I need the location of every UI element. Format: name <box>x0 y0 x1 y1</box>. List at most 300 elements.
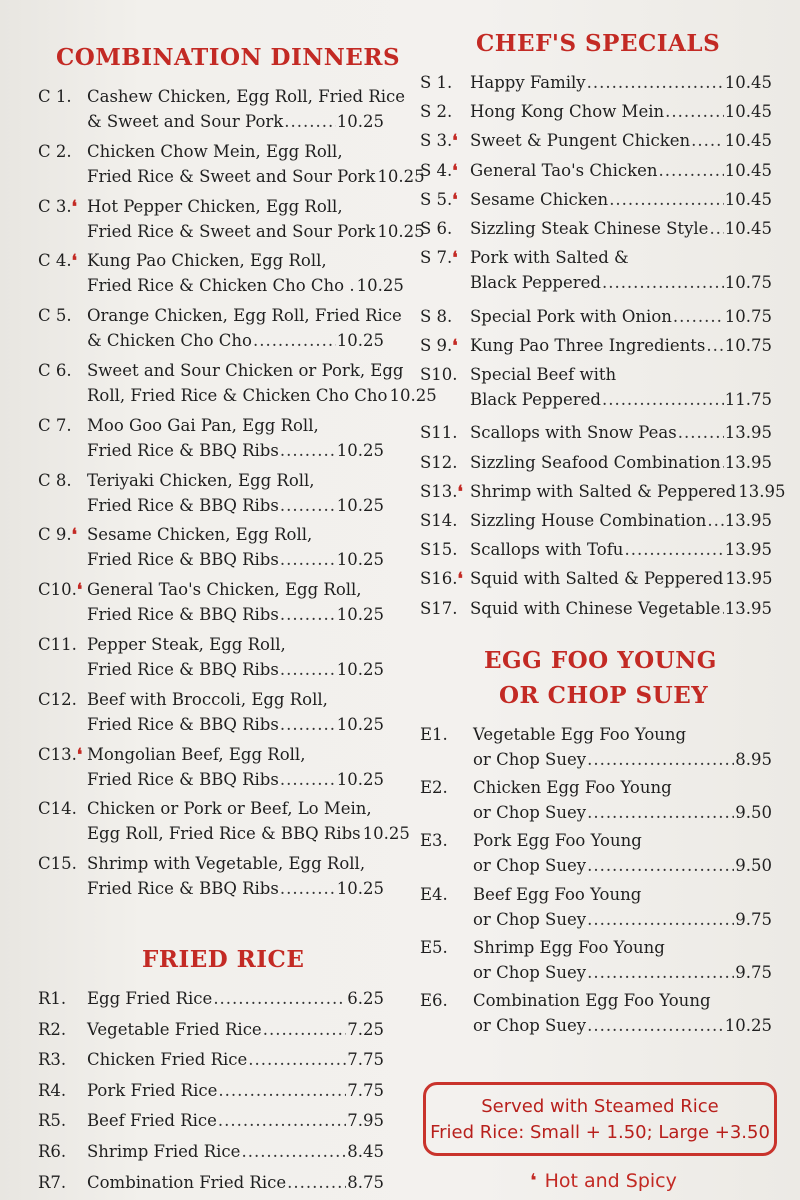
item-line <box>87 796 384 821</box>
item-description <box>470 508 772 533</box>
item-code-label: S 2. <box>420 102 453 122</box>
item-name-text: Fried Rice & BBQ Ribs <box>87 605 279 625</box>
item-line <box>87 219 425 244</box>
item-description <box>87 1078 384 1103</box>
item-name-text: Pork with Salted & <box>470 248 629 268</box>
item-line <box>87 821 410 846</box>
chefs-specials-heading: CHEF'S SPECIALS <box>476 30 721 57</box>
chop-suey-heading: OR CHOP SUEY <box>499 682 709 709</box>
item-name-text: or Chop Suey <box>473 750 587 769</box>
item-line <box>470 216 772 241</box>
item-code <box>38 796 77 821</box>
item-line <box>470 566 772 591</box>
item-name-text: Roll, Fried Rice & Chicken Cho Cho <box>87 386 388 405</box>
item-description <box>87 139 425 189</box>
item-price: 10.25 <box>336 550 384 570</box>
item-name-text: or Chop Suey <box>473 909 587 929</box>
item-line <box>470 420 772 445</box>
item-name-text: Shrimp Egg Foo Young <box>473 937 665 957</box>
item-line <box>470 158 772 183</box>
item-name-text: Fried Rice & BBQ Ribs <box>87 879 279 899</box>
item-code-label: E2. <box>420 778 448 798</box>
item-description <box>87 1017 384 1042</box>
chili-pepper-icon: ❛ <box>71 525 77 545</box>
dot-leader <box>587 747 734 772</box>
dot-leader <box>706 333 723 358</box>
item-description <box>470 333 772 358</box>
item-name-text: Beef Egg Foo Young <box>473 884 642 904</box>
legend-label: Hot and Spicy <box>544 1170 677 1192</box>
dot-leader <box>659 158 724 183</box>
item-code <box>420 566 463 591</box>
item-name-text: Teriyaki Chicken, Egg Roll, <box>87 470 315 490</box>
dot-leader <box>263 1017 347 1042</box>
item-name-text: & Sweet and Sour Pork <box>87 112 284 131</box>
item-line <box>87 602 384 627</box>
item-price: 10.25 <box>336 331 384 351</box>
item-name-text: Vegetable Egg Foo Young <box>473 725 687 744</box>
item-description <box>87 413 384 463</box>
item-line <box>87 1108 384 1133</box>
item-description <box>470 450 772 475</box>
item-price: 13.95 <box>724 540 772 560</box>
egg-foo-young-heading: EGG FOO YOUNG <box>484 647 717 674</box>
item-price: 9.75 <box>735 909 772 929</box>
item-description <box>87 84 406 134</box>
chili-pepper-icon: ❛ <box>452 131 458 151</box>
dot-leader <box>284 109 335 134</box>
item-code <box>38 522 77 547</box>
item-price: 13.95 <box>725 569 773 589</box>
item-code <box>420 596 458 621</box>
item-name-text: Combination Fried Rice <box>87 1172 287 1192</box>
dot-leader <box>587 960 734 985</box>
item-code <box>38 468 72 493</box>
item-code <box>38 1108 66 1133</box>
dot-leader <box>587 907 734 932</box>
note-line-2: Fried Rice: Small + 1.50; Large +3.50 <box>430 1122 770 1143</box>
item-line <box>470 128 772 153</box>
item-code <box>420 479 463 504</box>
item-line <box>87 577 384 602</box>
item-code-label: R4. <box>38 1080 67 1100</box>
item-code <box>420 70 452 95</box>
item-description <box>470 596 772 621</box>
item-code-label: C 5. <box>38 306 72 326</box>
item-code <box>38 1047 66 1072</box>
item-name-text: Scallops with Snow Peas <box>470 423 677 443</box>
note-line-1: Served with Steamed Rice <box>481 1096 719 1117</box>
item-code-label: R3. <box>38 1050 67 1070</box>
dot-leader <box>280 657 336 682</box>
dot-leader <box>280 602 336 627</box>
dot-leader <box>241 1139 346 1164</box>
dot-leader <box>280 493 336 518</box>
item-code-label: R6. <box>38 1142 67 1161</box>
item-price: 10.25 <box>377 221 425 241</box>
item-name-text: Squid with Salted & Peppered <box>470 569 724 589</box>
item-name-text: Orange Chicken, Egg Roll, Fried Rice <box>87 306 402 326</box>
item-code-label: S 6. <box>420 219 453 238</box>
item-description <box>470 420 772 445</box>
item-description <box>473 882 772 932</box>
item-line <box>470 187 772 212</box>
item-code-label: E5. <box>420 937 448 957</box>
item-line <box>87 632 384 657</box>
item-line <box>87 851 384 876</box>
item-name-text: Cashew Chicken, Egg Roll, Fried Rice <box>87 87 406 106</box>
item-line <box>87 413 384 438</box>
item-line <box>87 742 384 767</box>
item-name-text: Shrimp Fried Rice <box>87 1142 241 1161</box>
dot-leader <box>218 1108 346 1133</box>
item-price: 10.45 <box>724 102 772 122</box>
item-description <box>473 828 772 878</box>
item-code <box>420 216 452 241</box>
item-code <box>420 775 448 800</box>
item-line <box>87 383 437 408</box>
item-code-label: C 6. <box>38 361 72 380</box>
item-code <box>420 128 458 153</box>
item-price: 6.25 <box>347 989 384 1008</box>
item-description <box>470 99 772 124</box>
item-line <box>470 387 772 412</box>
item-price: 10.25 <box>336 714 384 734</box>
item-name-text: or Chop Suey <box>473 962 587 982</box>
item-price: 10.25 <box>336 660 384 679</box>
item-name-text: Scallops with Tofu <box>470 540 624 560</box>
item-price: 10.45 <box>724 160 772 180</box>
item-code <box>38 851 77 876</box>
item-price: 10.25 <box>336 605 384 625</box>
item-name-text: General Tao's Chicken, Egg Roll, <box>87 580 362 600</box>
item-price: 10.45 <box>724 189 772 209</box>
item-line <box>87 84 406 109</box>
item-code <box>420 304 452 329</box>
item-line <box>87 248 384 273</box>
item-price: 10.75 <box>724 273 772 293</box>
item-line <box>87 1078 384 1103</box>
chili-pepper-icon: ❛ <box>457 569 463 589</box>
item-code-label: C 4. <box>38 251 72 271</box>
item-code-label: S12. <box>420 452 458 472</box>
item-code <box>38 194 77 219</box>
item-price: 9.50 <box>735 856 772 876</box>
item-price: 9.50 <box>735 803 772 823</box>
served-with-note <box>423 1082 777 1156</box>
item-price: 10.25 <box>389 386 437 405</box>
item-name-text: Sizzling Seafood Combination <box>470 452 721 472</box>
dot-leader <box>721 596 723 621</box>
item-line <box>87 1170 384 1195</box>
dot-leader <box>673 304 724 329</box>
item-description <box>87 1108 384 1133</box>
combination-dinners-heading: COMBINATION DINNERS <box>56 44 401 71</box>
item-code-label: C 9. <box>38 525 72 545</box>
item-price: 13.95 <box>724 423 772 443</box>
item-code-label: S16. <box>420 569 458 589</box>
item-price: 10.45 <box>724 219 772 238</box>
item-name-text: Special Beef with <box>470 365 617 384</box>
chili-pepper-icon: ❛ <box>452 189 458 209</box>
item-price: 7.75 <box>347 1050 384 1070</box>
item-code-label: R1. <box>38 989 67 1008</box>
item-code-label: S 8. <box>420 306 453 326</box>
item-code-label: S13. <box>420 481 458 501</box>
item-code-label: S 4. <box>420 160 453 180</box>
item-description <box>87 1047 384 1072</box>
item-code-label: S 5. <box>420 189 453 209</box>
item-code-label: R7. <box>38 1172 67 1192</box>
chili-pepper-icon: ❛ <box>452 160 458 180</box>
item-name-text: Fried Rice & BBQ Ribs <box>87 769 279 789</box>
item-description <box>470 479 786 504</box>
item-name-text: Chicken Chow Mein, Egg Roll, <box>87 141 343 161</box>
item-code-label: S 7. <box>420 248 453 268</box>
item-description <box>470 216 772 241</box>
dot-leader <box>287 1170 346 1195</box>
item-name-text: Egg Fried Rice <box>87 989 213 1008</box>
item-name-text: Happy Family <box>470 73 586 92</box>
item-name-text: Sizzling House Combination <box>470 511 707 530</box>
item-line <box>470 508 772 533</box>
item-name-text: Fried Rice & Sweet and Sour Pork <box>87 221 376 241</box>
item-name-text: Kung Pao Chicken, Egg Roll, <box>87 251 327 271</box>
item-name-text: Pork Fried Rice <box>87 1080 218 1100</box>
item-line <box>87 687 384 712</box>
item-code <box>420 362 458 387</box>
item-code-label: C15. <box>38 854 77 874</box>
item-name-text: Fried Rice & Sweet and Sour Pork <box>87 166 376 186</box>
item-price: 13.95 <box>724 511 772 530</box>
item-price: 10.25 <box>336 769 384 789</box>
item-code <box>38 1139 66 1164</box>
item-line <box>470 70 772 95</box>
fried-rice-heading: FRIED RICE <box>142 946 305 973</box>
item-price: 13.95 <box>724 598 772 618</box>
item-description <box>470 128 772 153</box>
item-line <box>87 493 384 518</box>
item-line <box>473 747 772 772</box>
item-line <box>470 362 772 387</box>
item-line <box>87 1139 384 1164</box>
dot-leader <box>280 547 336 572</box>
item-price: 13.95 <box>738 481 786 501</box>
item-line <box>470 333 772 358</box>
item-description <box>87 687 384 737</box>
item-name-text: Sizzling Steak Chinese Style <box>470 219 709 238</box>
item-line <box>87 712 384 737</box>
item-line <box>87 657 384 682</box>
dot-leader <box>280 876 336 901</box>
item-name-text: Pork Egg Foo Young <box>473 831 642 851</box>
item-price: 10.25 <box>377 166 425 186</box>
item-code-label: R5. <box>38 1111 67 1131</box>
item-line <box>87 139 384 164</box>
item-code-label: C14. <box>38 799 77 819</box>
item-price: 11.75 <box>724 390 772 409</box>
item-name-text: Pepper Steak, Egg Roll, <box>87 635 286 654</box>
item-description <box>87 742 384 792</box>
item-line <box>470 450 772 475</box>
item-line <box>470 99 772 124</box>
item-name-text: Squid with Chinese Vegetable <box>470 598 721 618</box>
item-price: 8.95 <box>735 750 772 769</box>
item-description <box>470 245 772 295</box>
item-price: 10.25 <box>362 824 410 844</box>
item-code <box>38 303 72 328</box>
chili-pepper-icon: ❛ <box>76 580 83 600</box>
item-name-text: Sesame Chicken, Egg Roll, <box>87 525 313 545</box>
item-description <box>87 522 384 572</box>
item-line <box>473 988 772 1013</box>
item-price: 9.75 <box>735 962 772 982</box>
item-code <box>38 1078 66 1103</box>
item-code <box>38 986 66 1011</box>
item-description <box>87 248 404 298</box>
item-line <box>470 270 772 295</box>
item-line <box>473 800 772 825</box>
item-name-text: Fried Rice & BBQ Ribs <box>87 440 279 460</box>
item-code <box>420 537 458 562</box>
item-code-label: C11. <box>38 635 77 654</box>
item-code <box>420 828 448 853</box>
item-code-label: E6. <box>420 991 448 1010</box>
item-price: 10.75 <box>724 335 772 355</box>
item-code <box>420 988 448 1013</box>
item-price: 7.95 <box>347 1111 384 1131</box>
dot-leader <box>218 1078 346 1103</box>
item-name-text: Black Peppered <box>470 390 601 409</box>
item-description <box>470 537 772 562</box>
dot-leader <box>624 537 723 562</box>
item-price: 10.25 <box>356 276 404 296</box>
dot-leader <box>602 270 724 295</box>
item-line <box>87 438 384 463</box>
item-price: 7.75 <box>347 1080 384 1100</box>
item-code-label: S 3. <box>420 131 453 151</box>
item-name-text: Hong Kong Chow Mein <box>470 102 665 122</box>
chili-pepper-icon: ❛ <box>71 251 77 271</box>
item-name-text: Chicken Fried Rice <box>87 1050 248 1070</box>
item-name-text: Vegetable Fried Rice <box>87 1019 262 1039</box>
item-line <box>87 1047 384 1072</box>
item-code-label: E3. <box>420 831 448 851</box>
item-code <box>420 245 458 270</box>
item-line <box>87 468 384 493</box>
item-line <box>473 935 772 960</box>
item-name-text: Special Pork with Onion <box>470 306 672 326</box>
item-line <box>470 537 772 562</box>
item-line <box>473 775 772 800</box>
item-line <box>87 303 402 328</box>
item-line <box>87 876 384 901</box>
item-code <box>420 420 458 445</box>
item-code <box>38 577 82 602</box>
dot-leader <box>587 853 734 878</box>
item-line <box>87 109 384 134</box>
item-code <box>420 722 448 747</box>
item-price: 13.95 <box>724 452 772 472</box>
item-name-text: Chicken Egg Foo Young <box>473 778 672 798</box>
item-line <box>473 907 772 932</box>
item-line <box>473 722 772 747</box>
dot-leader <box>609 187 724 212</box>
item-price: 10.75 <box>724 306 772 326</box>
item-line <box>87 767 384 792</box>
item-price: 10.25 <box>724 1016 772 1035</box>
item-name-text: Shrimp with Vegetable, Egg Roll, <box>87 854 366 874</box>
item-name-text: Fried Rice & BBQ Ribs <box>87 495 279 515</box>
item-name-text: Hot Pepper Chicken, Egg Roll, <box>87 196 343 216</box>
item-name-text: Combination Egg Foo Young <box>473 991 711 1010</box>
dot-leader <box>722 450 724 475</box>
item-description <box>470 304 772 329</box>
item-code-label: S10. <box>420 365 458 384</box>
item-code <box>38 1017 66 1042</box>
item-code-label: C13. <box>38 744 77 764</box>
chili-pepper-icon: ❛ <box>457 481 463 501</box>
item-name-text: Fried Rice & BBQ Ribs <box>87 550 279 570</box>
item-code <box>38 84 72 109</box>
item-description <box>470 70 772 95</box>
item-line <box>470 304 772 329</box>
item-name-text: Moo Goo Gai Pan, Egg Roll, <box>87 415 319 435</box>
item-name-text: Chicken or Pork or Beef, Lo Mein, <box>87 799 372 819</box>
dot-leader <box>602 387 724 412</box>
item-code <box>38 687 77 712</box>
item-code-label: S 9. <box>420 335 453 355</box>
item-code-label: C 3. <box>38 196 72 216</box>
item-price: 10.25 <box>336 495 384 515</box>
item-code-label: S14. <box>420 511 458 530</box>
item-price: 10.45 <box>724 73 772 92</box>
dot-leader <box>248 1047 346 1072</box>
dot-leader <box>213 986 346 1011</box>
item-line <box>470 479 786 504</box>
item-name-text: or Chop Suey <box>473 803 587 823</box>
item-price: 10.25 <box>336 440 384 460</box>
item-code-label: S 1. <box>420 73 453 92</box>
item-name-text: Black Peppered <box>470 273 601 293</box>
item-code-label: C 1. <box>38 87 72 106</box>
item-code <box>420 935 448 960</box>
dot-leader <box>280 767 336 792</box>
item-description <box>473 988 772 1038</box>
dot-leader <box>253 328 336 353</box>
item-code <box>420 187 458 212</box>
item-code <box>38 139 72 164</box>
dot-leader <box>709 216 723 241</box>
chili-pepper-icon: ❛ <box>452 335 458 355</box>
item-code-label: R2. <box>38 1019 67 1039</box>
dot-leader <box>691 128 724 153</box>
chili-pepper-icon: ❛ <box>76 744 83 764</box>
item-line <box>87 328 384 353</box>
dot-leader <box>587 70 724 95</box>
chili-pepper-icon: ❛ <box>452 248 458 268</box>
item-description <box>87 1170 384 1195</box>
item-description <box>87 303 402 353</box>
dot-leader <box>678 420 724 445</box>
item-line <box>473 882 772 907</box>
item-line <box>87 273 404 298</box>
item-name-text: Sweet & Pungent Chicken <box>470 131 691 151</box>
chili-pepper-icon: ❛ <box>530 1170 537 1192</box>
item-name-text: Mongolian Beef, Egg Roll, <box>87 744 306 764</box>
item-description <box>87 577 384 627</box>
item-line <box>87 522 384 547</box>
